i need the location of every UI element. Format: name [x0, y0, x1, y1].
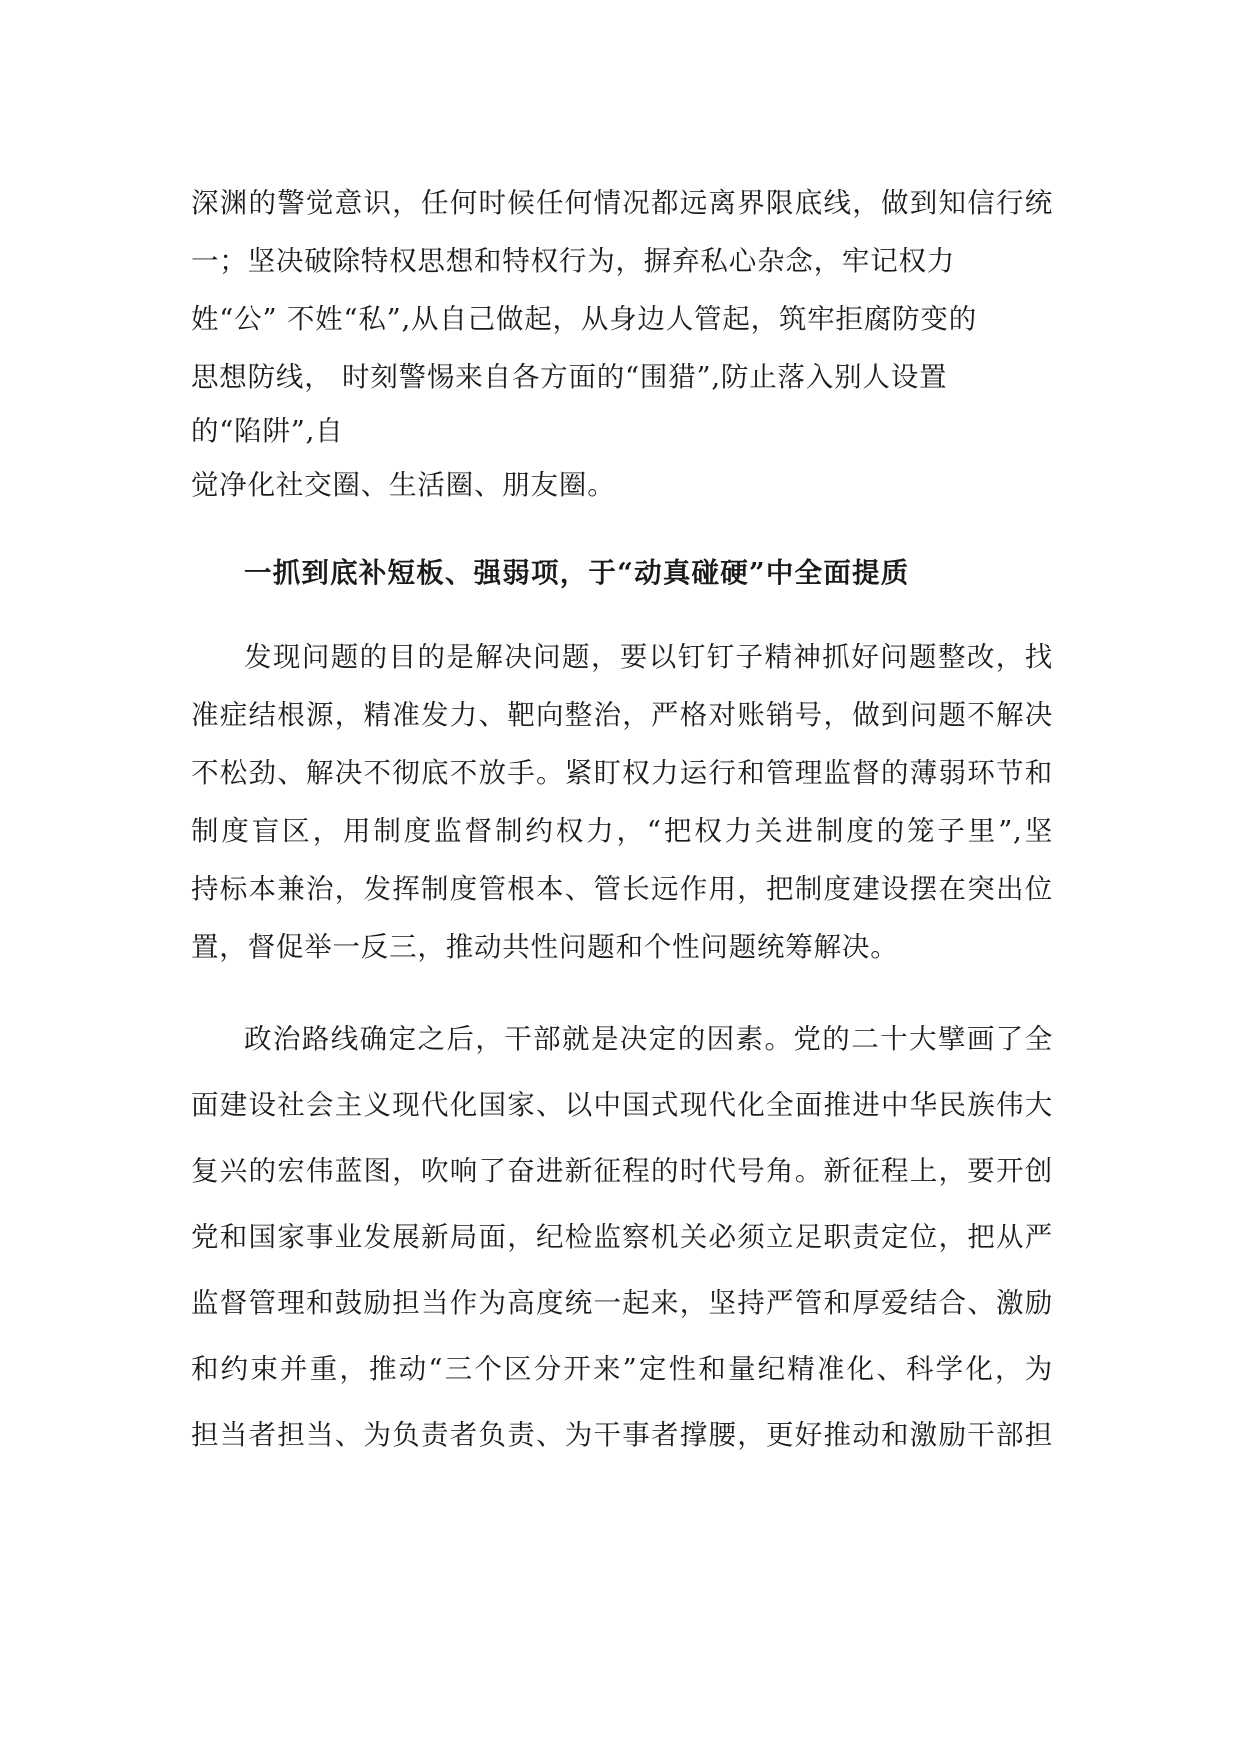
paragraph-3-line-6: 和约束并重，推动“三个区分开来”定性和量纪精准化、科学化，为: [191, 1353, 1053, 1385]
paragraph-1-line-4: 思想防线， 时刻警惕来自各方面的“围猎”,防止落入别人设置: [191, 361, 948, 393]
paragraph-1-line-6: 觉净化社交圈、生活圈、朋友圈。: [191, 469, 616, 501]
paragraph-1-line-5: 的“陷阱”,自: [191, 415, 344, 447]
paragraph-3-line-7: 担当者担当、为负责者负责、为干事者撑腰，更好推动和激励干部担: [191, 1419, 1053, 1451]
paragraph-3-line-3: 复兴的宏伟蓝图，吹响了奋进新征程的时代号角。新征程上，要开创: [191, 1155, 1053, 1187]
paragraph-2-line-4: 制度盲区，用制度监督制约权力，“把权力关进制度的笼子里”,坚: [191, 815, 1053, 847]
section-heading: 一抓到底补短板、强弱项，于“动真碰硬”中全面提质: [244, 557, 910, 589]
paragraph-1-line-1: 深渊的警觉意识，任何时候任何情况都远离界限底线，做到知信行统: [191, 187, 1053, 219]
paragraph-2-line-1: 发现问题的目的是解决问题，要以钉钉子精神抓好问题整改，找: [244, 641, 1053, 673]
paragraph-1-line-3: 姓“公” 不姓“私”,从自己做起，从身边人管起，筑牢拒腐防变的: [191, 303, 978, 335]
paragraph-2-line-3: 不松劲、解决不彻底不放手。紧盯权力运行和管理监督的薄弱环节和: [191, 757, 1053, 789]
paragraph-2-line-2: 准症结根源，精准发力、靶向整治，严格对账销号，做到问题不解决: [191, 699, 1053, 731]
paragraph-3-line-5: 监督管理和鼓励担当作为高度统一起来，坚持严管和厚爱结合、激励: [191, 1287, 1053, 1319]
paragraph-2-line-6: 置，督促举一反三，推动共性问题和个性问题统筹解决。: [191, 931, 899, 963]
paragraph-3-line-1: 政治路线确定之后，干部就是决定的因素。党的二十大擘画了全: [244, 1023, 1053, 1055]
paragraph-2-line-5: 持标本兼治，发挥制度管根本、管长远作用，把制度建设摆在突出位: [191, 873, 1053, 905]
paragraph-3-line-4: 党和国家事业发展新局面，纪检监察机关必须立足职责定位，把从严: [191, 1221, 1053, 1253]
paragraph-1-line-2: 一；坚决破除特权思想和特权行为，摒弃私心杂念，牢记权力: [191, 245, 956, 277]
paragraph-3-line-2: 面建设社会主义现代化国家、以中国式现代化全面推进中华民族伟大: [191, 1089, 1053, 1121]
